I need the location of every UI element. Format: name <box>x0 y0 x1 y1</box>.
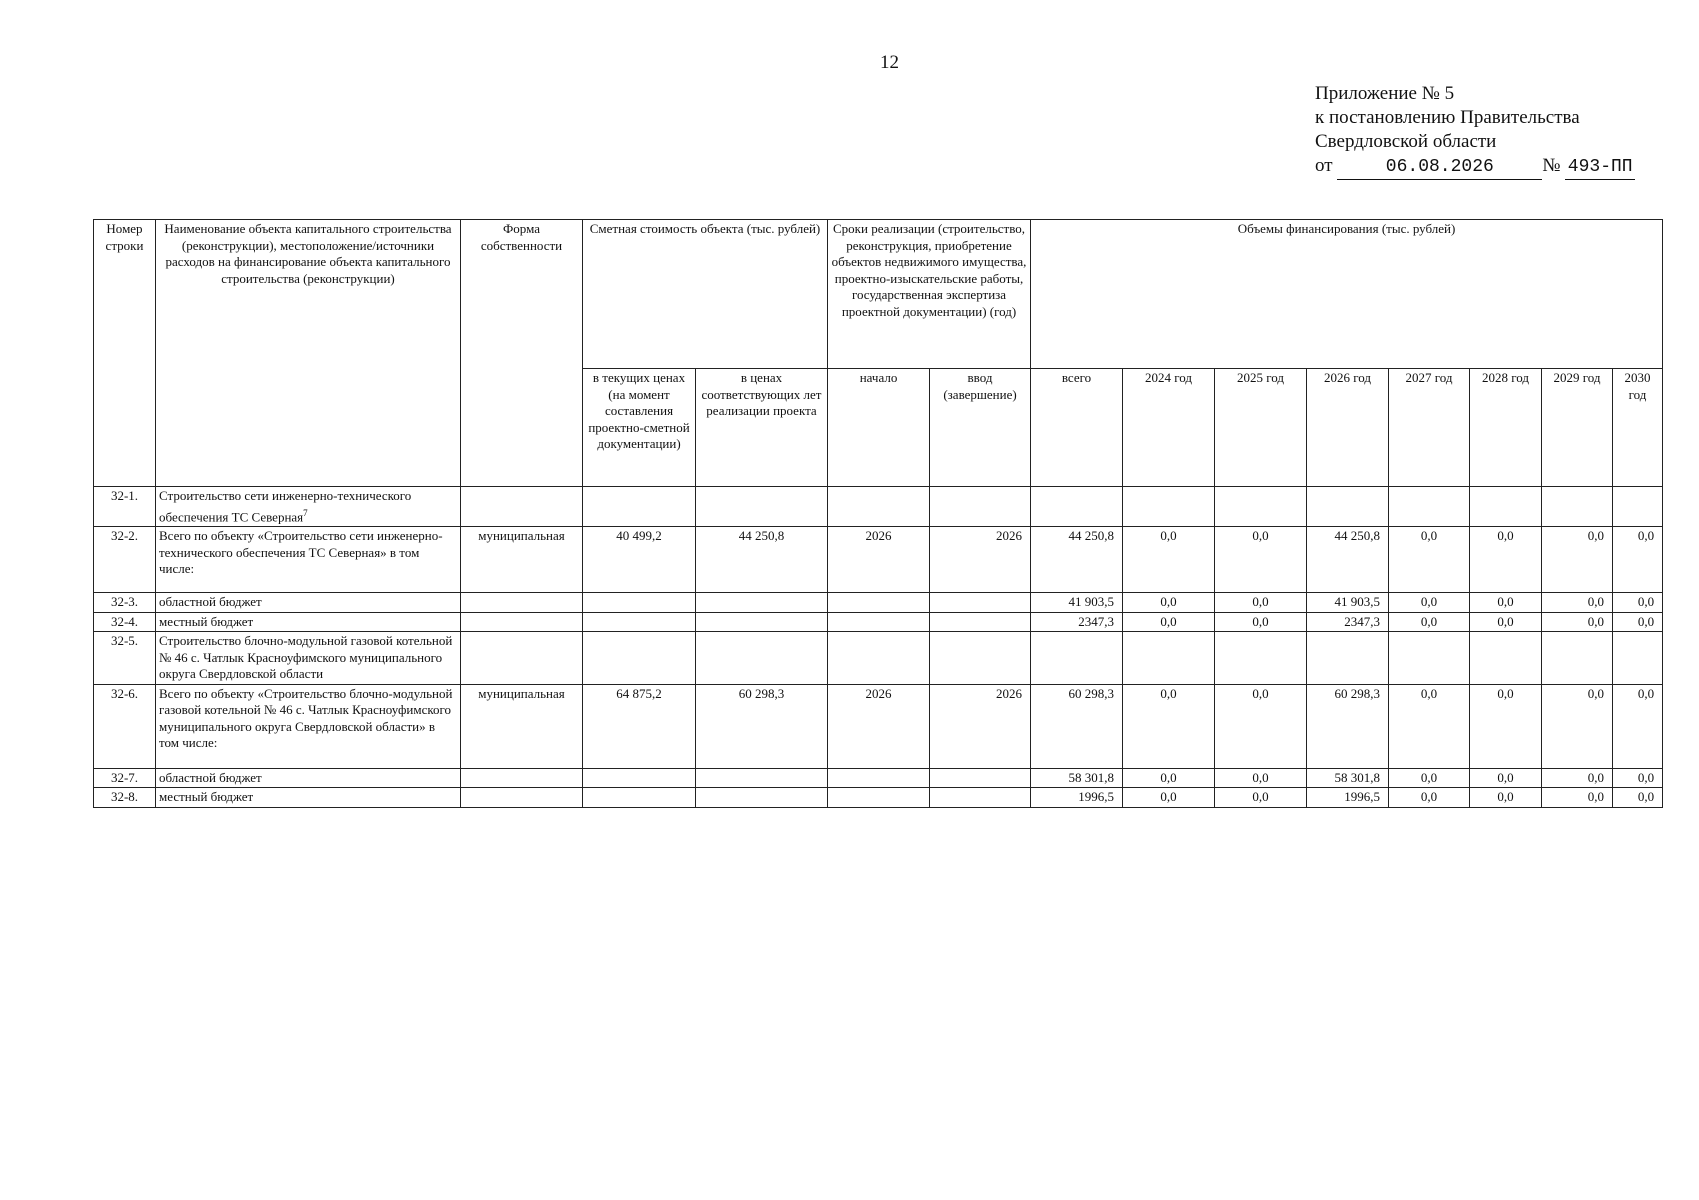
value-2027-cell <box>1389 632 1470 685</box>
value-2026: 58 301,8 <box>1334 769 1381 785</box>
value-2027-cell <box>1389 684 1470 768</box>
value-2024-cell <box>1123 768 1215 788</box>
total-cell <box>1031 527 1123 593</box>
number-prefix: № <box>1542 155 1561 176</box>
end-year-cell <box>930 684 1031 768</box>
row-number-cell <box>94 684 156 768</box>
header-cost-current: в текущих ценах (на момент составления проектно-сметной документации) <box>583 369 696 487</box>
value-2030-cell <box>1613 788 1663 808</box>
header-start: начало <box>828 369 930 487</box>
total: 41 903,5 <box>1068 594 1115 610</box>
value-2026-cell <box>1307 768 1389 788</box>
value-2026: 1996,5 <box>1344 789 1381 805</box>
value-2026: 2347,3 <box>1344 613 1381 629</box>
value-2027: 0,0 <box>1420 594 1438 610</box>
header-2026: 2026 год <box>1307 369 1389 487</box>
value-2026: 60 298,3 <box>1334 685 1381 701</box>
value-2027: 0,0 <box>1420 789 1438 805</box>
end-year-cell <box>930 487 1031 527</box>
start-year-cell <box>828 684 930 768</box>
value-2029: 0,0 <box>1587 613 1605 629</box>
cost-years-cell <box>696 684 828 768</box>
value-2028-cell <box>1470 527 1542 593</box>
value-2027: 0,0 <box>1420 613 1438 629</box>
value-2030-cell <box>1613 593 1663 613</box>
header-2027: 2027 год <box>1389 369 1470 487</box>
value-2024: 0,0 <box>1160 528 1177 544</box>
value-2024: 0,0 <box>1160 594 1177 610</box>
total-cell <box>1031 612 1123 632</box>
value-2026-cell <box>1307 593 1389 613</box>
cost-years-cell <box>696 632 828 685</box>
footnote-marker: 7 <box>303 507 308 518</box>
row-number: 32-1. <box>110 488 139 503</box>
value-2026-cell <box>1307 788 1389 808</box>
value-2024: 0,0 <box>1160 685 1177 701</box>
value-2026-cell <box>1307 684 1389 768</box>
header-2024: 2024 год <box>1123 369 1215 487</box>
cost-current-cell <box>583 487 696 527</box>
resolution-number: 493-ПП <box>1565 155 1635 180</box>
header-row-number: Номер строки <box>94 220 156 487</box>
table-row <box>94 632 1663 685</box>
value-2030-cell <box>1613 684 1663 768</box>
total-cell <box>1031 768 1123 788</box>
value-2028-cell <box>1470 768 1542 788</box>
total-cell <box>1031 593 1123 613</box>
end-year-cell <box>930 788 1031 808</box>
end-year-cell <box>930 768 1031 788</box>
header-2025: 2025 год <box>1215 369 1307 487</box>
cost-current-cell <box>583 788 696 808</box>
row-number-cell <box>94 768 156 788</box>
row-number-cell <box>94 487 156 527</box>
start-year-cell <box>828 527 930 593</box>
object-name: Строительство сети инженерно-технического обеспечения ТС Северная <box>159 488 412 524</box>
total-cell <box>1031 632 1123 685</box>
value-2024-cell <box>1123 593 1215 613</box>
value-2030-cell <box>1613 487 1663 527</box>
cost-years-cell <box>696 768 828 788</box>
header-funding: Объемы финансирования (тыс. рублей) <box>1031 220 1663 369</box>
end-year: 2026 <box>996 685 1023 701</box>
value-2025: 0,0 <box>1252 613 1269 629</box>
value-2026-cell <box>1307 527 1389 593</box>
object-name-cell <box>156 487 461 527</box>
value-2028: 0,0 <box>1497 789 1514 805</box>
total: 2347,3 <box>1078 613 1115 629</box>
table-row <box>94 527 1663 593</box>
total-cell <box>1031 684 1123 768</box>
cost-current: 64 875,2 <box>616 685 662 701</box>
table-row <box>94 593 1663 613</box>
object-name: Строительство блочно-модульной газовой котельной № 46 с. Чатлык Красноуфимского муниципального округа Свердловской области <box>159 633 453 682</box>
value-2030: 0,0 <box>1637 685 1655 701</box>
value-2028-cell <box>1470 593 1542 613</box>
value-2025: 0,0 <box>1252 789 1269 805</box>
value-2029: 0,0 <box>1587 789 1605 805</box>
value-2028-cell <box>1470 788 1542 808</box>
table-row <box>94 684 1663 768</box>
start-year: 2026 <box>865 528 892 544</box>
header-2028: 2028 год <box>1470 369 1542 487</box>
appendix-date-line <box>1315 154 1635 180</box>
object-name-cell <box>156 593 461 613</box>
ownership: муниципальная <box>478 685 565 701</box>
row-number-cell <box>94 788 156 808</box>
value-2027: 0,0 <box>1420 769 1438 785</box>
value-2025: 0,0 <box>1252 769 1269 785</box>
value-2027-cell <box>1389 612 1470 632</box>
object-name-cell <box>156 612 461 632</box>
value-2028: 0,0 <box>1497 528 1514 544</box>
header-cost-years: в ценах соответствующих лет реализации проекта <box>696 369 828 487</box>
value-2030: 0,0 <box>1637 594 1655 610</box>
value-2029-cell <box>1542 788 1613 808</box>
end-year-cell <box>930 527 1031 593</box>
value-2025: 0,0 <box>1252 528 1269 544</box>
value-2026-cell <box>1307 487 1389 527</box>
value-2024-cell <box>1123 684 1215 768</box>
header-ownership: Форма собственности <box>461 220 583 487</box>
cost-years-cell <box>696 788 828 808</box>
value-2025-cell <box>1215 768 1307 788</box>
value-2029: 0,0 <box>1587 528 1605 544</box>
object-name: Всего по объекту «Строительство сети инженерно-технического обеспечения ТС Северная» в том числе: <box>159 528 443 577</box>
end-year-cell <box>930 593 1031 613</box>
value-2027: 0,0 <box>1420 528 1438 544</box>
row-number-cell <box>94 593 156 613</box>
total: 60 298,3 <box>1068 685 1115 701</box>
value-2030: 0,0 <box>1637 789 1655 805</box>
ownership-cell <box>461 684 583 768</box>
value-2024: 0,0 <box>1160 613 1177 629</box>
cost-years: 44 250,8 <box>738 528 785 544</box>
value-2029-cell <box>1542 487 1613 527</box>
value-2024-cell <box>1123 612 1215 632</box>
value-2028-cell <box>1470 684 1542 768</box>
row-number: 32-4. <box>110 613 139 629</box>
ownership-cell <box>461 788 583 808</box>
start-year-cell <box>828 593 930 613</box>
total: 1996,5 <box>1078 789 1115 805</box>
value-2027-cell <box>1389 788 1470 808</box>
ownership-cell <box>461 768 583 788</box>
value-2029: 0,0 <box>1587 685 1605 701</box>
ownership-cell <box>461 632 583 685</box>
total: 58 301,8 <box>1068 769 1115 785</box>
object-name: местный бюджет <box>159 789 254 805</box>
value-2028: 0,0 <box>1497 613 1514 629</box>
table-row <box>94 788 1663 808</box>
value-2030: 0,0 <box>1637 528 1655 544</box>
header-row-1 <box>94 220 1663 369</box>
value-2028-cell <box>1470 487 1542 527</box>
cost-current-cell <box>583 632 696 685</box>
row-number: 32-7. <box>110 769 139 785</box>
header-object-name: Наименование объекта капитального строительства (реконструкции), местоположение/источники расходов на финансирование объекта капитального строительства (реконструкции) <box>156 220 461 487</box>
value-2026: 41 903,5 <box>1334 594 1381 610</box>
cost-current-cell <box>583 593 696 613</box>
value-2025-cell <box>1215 487 1307 527</box>
start-year-cell <box>828 487 930 527</box>
value-2024: 0,0 <box>1160 769 1177 785</box>
total-cell <box>1031 487 1123 527</box>
value-2030-cell <box>1613 612 1663 632</box>
value-2029-cell <box>1542 632 1613 685</box>
value-2027-cell <box>1389 527 1470 593</box>
cost-years-cell <box>696 593 828 613</box>
object-name-cell <box>156 788 461 808</box>
object-name-cell <box>156 684 461 768</box>
resolution-date: 06.08.2026 <box>1337 155 1542 180</box>
value-2025: 0,0 <box>1252 685 1269 701</box>
value-2027: 0,0 <box>1420 685 1438 701</box>
value-2029-cell <box>1542 684 1613 768</box>
cost-current-cell <box>583 684 696 768</box>
cost-years-cell <box>696 612 828 632</box>
value-2024-cell <box>1123 487 1215 527</box>
value-2030-cell <box>1613 527 1663 593</box>
value-2028-cell <box>1470 612 1542 632</box>
object-name: местный бюджет <box>159 613 254 629</box>
ownership: муниципальная <box>478 528 565 544</box>
end-year-cell <box>930 612 1031 632</box>
value-2025-cell <box>1215 684 1307 768</box>
value-2026-cell <box>1307 612 1389 632</box>
value-2025-cell <box>1215 593 1307 613</box>
value-2030: 0,0 <box>1637 769 1655 785</box>
appendix-region: Свердловской области <box>1315 131 1497 152</box>
value-2030: 0,0 <box>1637 613 1655 629</box>
appendix-resolution: к постановлению Правительства <box>1315 107 1580 128</box>
cost-current-cell <box>583 527 696 593</box>
cost-years-cell <box>696 487 828 527</box>
ownership-cell <box>461 527 583 593</box>
object-name: областной бюджет <box>159 769 262 785</box>
value-2027-cell <box>1389 487 1470 527</box>
value-2029-cell <box>1542 593 1613 613</box>
cost-current: 40 499,2 <box>616 528 662 544</box>
cost-current-cell <box>583 768 696 788</box>
start-year: 2026 <box>865 685 892 701</box>
table-row <box>94 612 1663 632</box>
page-number: 12 <box>880 52 899 73</box>
date-prefix: от <box>1315 155 1333 176</box>
object-name-cell <box>156 527 461 593</box>
value-2025-cell <box>1215 788 1307 808</box>
total: 44 250,8 <box>1068 528 1115 544</box>
end-year-cell <box>930 632 1031 685</box>
row-number: 32-5. <box>110 633 139 649</box>
ownership-cell <box>461 612 583 632</box>
value-2028: 0,0 <box>1497 594 1514 610</box>
row-number: 32-8. <box>110 789 139 805</box>
cost-years: 60 298,3 <box>738 685 785 701</box>
start-year-cell <box>828 788 930 808</box>
value-2028: 0,0 <box>1497 685 1514 701</box>
value-2024-cell <box>1123 632 1215 685</box>
value-2024: 0,0 <box>1160 789 1177 805</box>
value-2026: 44 250,8 <box>1334 528 1381 544</box>
row-number: 32-2. <box>110 528 139 544</box>
row-number: 32-6. <box>110 685 139 701</box>
object-name: областной бюджет <box>159 594 262 610</box>
value-2028: 0,0 <box>1497 769 1514 785</box>
value-2029-cell <box>1542 768 1613 788</box>
table-row <box>94 487 1663 527</box>
value-2026-cell <box>1307 632 1389 685</box>
value-2030-cell <box>1613 768 1663 788</box>
header-end: ввод (завершение) <box>930 369 1031 487</box>
start-year-cell <box>828 768 930 788</box>
row-number-cell <box>94 632 156 685</box>
header-2029: 2029 год <box>1542 369 1613 487</box>
ownership-cell <box>461 593 583 613</box>
value-2029: 0,0 <box>1587 594 1605 610</box>
value-2028-cell <box>1470 632 1542 685</box>
value-2025-cell <box>1215 527 1307 593</box>
value-2029-cell <box>1542 612 1613 632</box>
total-cell <box>1031 788 1123 808</box>
appendix-title: Приложение № 5 <box>1315 83 1455 104</box>
value-2029: 0,0 <box>1587 769 1605 785</box>
financing-table <box>93 219 1663 808</box>
header-terms: Сроки реализации (строительство, реконструкция, приобретение объектов недвижимого имущества, проектно-изыскательские работы, государственная экспертиза проектной документации) (год) <box>828 220 1031 369</box>
end-year: 2026 <box>996 528 1023 544</box>
table-row <box>94 768 1663 788</box>
ownership-cell <box>461 487 583 527</box>
object-name-cell <box>156 768 461 788</box>
cost-years-cell <box>696 527 828 593</box>
object-name-cell <box>156 632 461 685</box>
header-2030: 2030 год <box>1613 369 1663 487</box>
start-year-cell <box>828 612 930 632</box>
value-2025-cell <box>1215 612 1307 632</box>
object-name: Всего по объекту «Строительство блочно-модульной газовой котельной № 46 с. Чатлык Красноуфимского муниципального округа Свердловской области» в том числе: <box>159 685 453 751</box>
value-2027-cell <box>1389 768 1470 788</box>
start-year-cell <box>828 632 930 685</box>
value-2027-cell <box>1389 593 1470 613</box>
header-estimated-cost: Сметная стоимость объекта (тыс. рублей) <box>583 220 828 369</box>
appendix-header <box>1315 82 1635 180</box>
cost-current-cell <box>583 612 696 632</box>
value-2024-cell <box>1123 788 1215 808</box>
value-2030-cell <box>1613 632 1663 685</box>
row-number-cell <box>94 527 156 593</box>
value-2029-cell <box>1542 527 1613 593</box>
row-number: 32-3. <box>110 594 139 610</box>
value-2025-cell <box>1215 632 1307 685</box>
value-2025: 0,0 <box>1252 594 1269 610</box>
value-2024-cell <box>1123 527 1215 593</box>
header-total: всего <box>1031 369 1123 487</box>
row-number-cell <box>94 612 156 632</box>
